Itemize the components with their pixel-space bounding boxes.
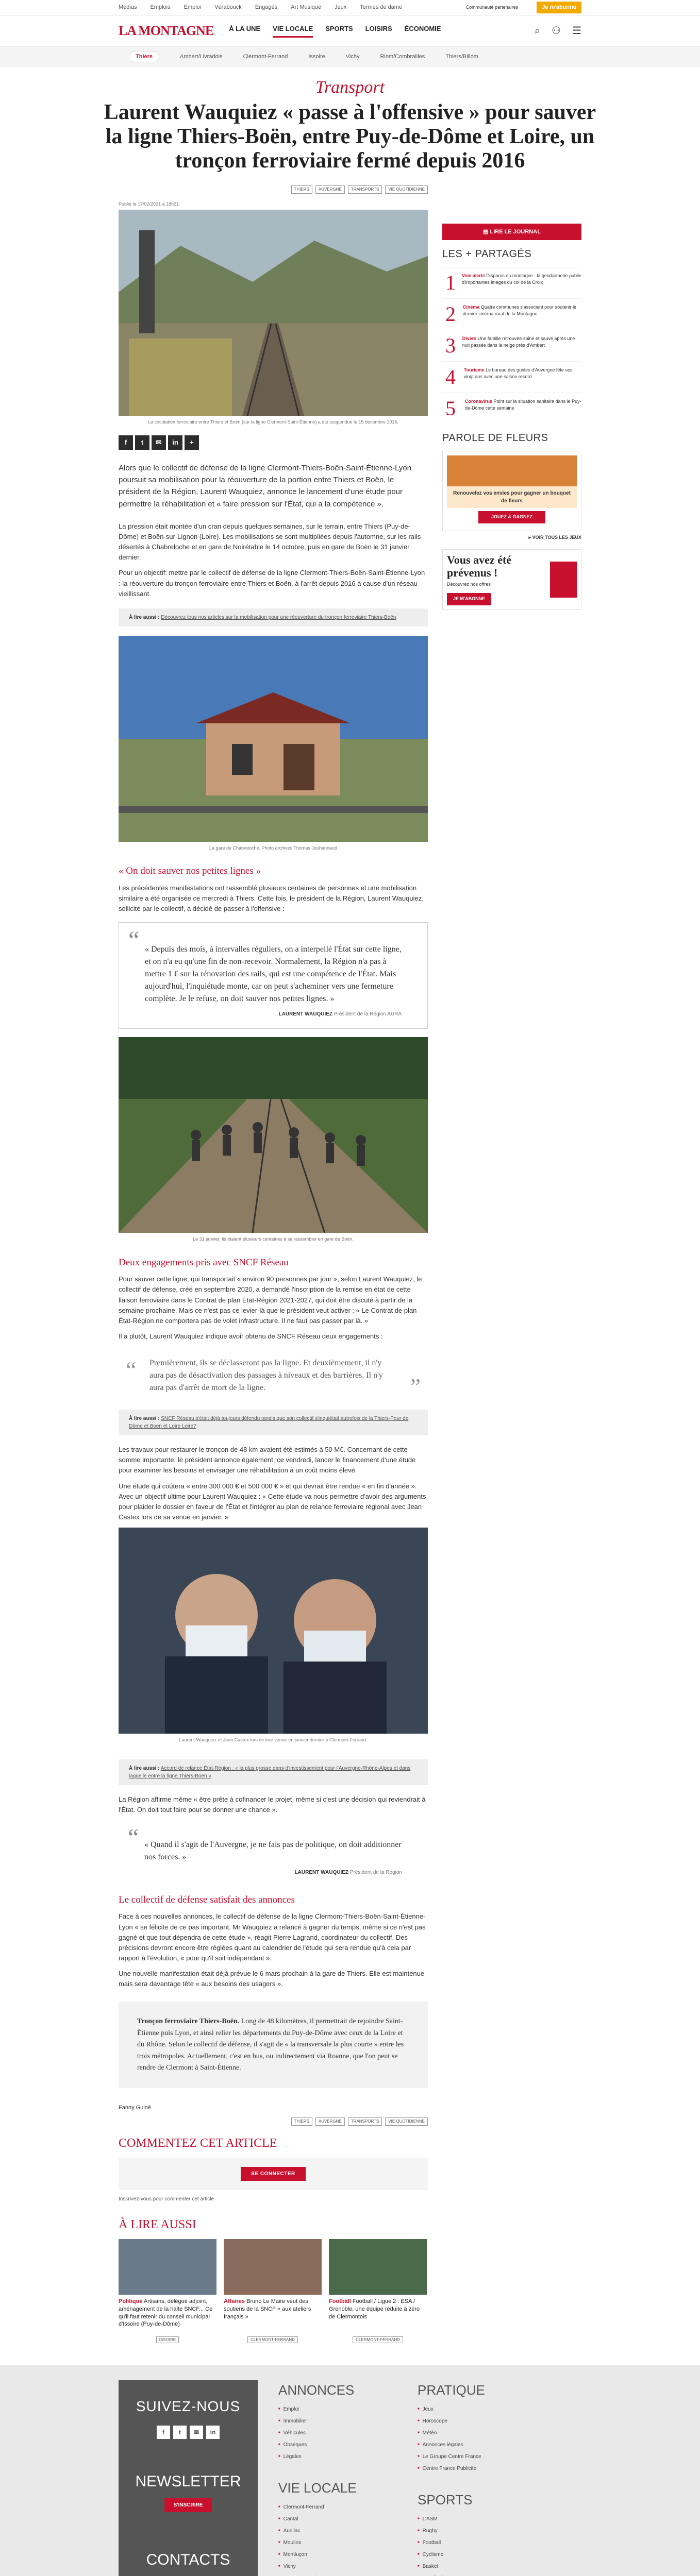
- paragraph: La pression était montée d'un cran depuis quelques semaines, sur le terrain, entre Thiers (Puy-de-Dôme) et Boën-sur-Lignon (Loire). Les mobilisations se sont multipliées depuis l'automne, sur les rails désertés à Chabreloche et en gare de Noirétable le 14 octobre, puis en gare de Boën le 31 janvier dernier.: [119, 522, 421, 562]
- item-category: Tourisme: [463, 367, 485, 373]
- topnav-link-7[interactable]: Termes de dame: [360, 4, 403, 11]
- item-category: Coronavirus: [465, 399, 493, 404]
- nav-economie[interactable]: ÉCONOMIE: [404, 25, 441, 33]
- nav-a-la-une[interactable]: À LA UNE: [229, 25, 261, 33]
- vie-locale-title: VIE LOCALE: [278, 2480, 357, 2496]
- nav-sports[interactable]: SPORTS: [325, 25, 353, 33]
- card-title: Artisans, délégué adjoint, aménagement de la halte SNCF... Ce qu'il faut retenir du conseil municipal d'Issoire (Puy-de-Dôme): [119, 2298, 213, 2328]
- footer-link[interactable]: ■ Cantal: [278, 2513, 397, 2525]
- flowers-promo-text: Renouvelez vos envies pour gagner un bouquet de fleurs: [447, 486, 577, 508]
- quote-text: « Quand il s'agit de l'Auvergne, je ne fais pas de politique, on doit additionner nos forces. »: [144, 1840, 402, 1861]
- twitter-icon[interactable]: t: [173, 2426, 187, 2439]
- article-header: [0, 67, 700, 178]
- pull-quote: [119, 1352, 428, 1399]
- local-subnav: [0, 46, 700, 67]
- user-icon[interactable]: ⚇: [552, 25, 561, 37]
- item-title: Quatre communes s'associent pour soutenir le dernier cinéma rural de la Montagne: [462, 304, 577, 316]
- rank-number: 4: [445, 365, 456, 389]
- ad-subscribe-button[interactable]: JE M'ABONNE: [447, 593, 491, 605]
- tag[interactable]: VIE QUOTIDIENNE: [385, 185, 428, 194]
- item-title: Le bureau des guides d'Auvergne fête ses vingt ans avec une saison record: [463, 367, 573, 379]
- most-shared-item[interactable]: [442, 361, 581, 393]
- item-category: Divers: [462, 336, 477, 342]
- related-card[interactable]: [329, 2239, 427, 2328]
- card-image: [119, 2239, 216, 2295]
- read-also-link[interactable]: Découvrez tous nos articles sur la mobilisation pour une réouverture du tronçon ferroviaire Thiers-Boën: [161, 614, 396, 620]
- search-icon[interactable]: ⌕: [534, 25, 541, 37]
- most-shared-item[interactable]: [442, 393, 581, 424]
- tag[interactable]: AUVERGNE: [315, 185, 345, 194]
- paragraph: Une nouvelle manifestation était déjà prévue le 6 mars prochain à la gare de Thiers. Elle est maintenue mais sera davantage tête « aux besoins des usagers ».: [119, 1970, 425, 1988]
- hero-photo: [119, 210, 428, 416]
- article-main: [119, 178, 428, 2344]
- card-image: [329, 2239, 427, 2295]
- station-photo: [119, 636, 428, 842]
- share-bar: [119, 435, 428, 450]
- footer-link[interactable]: [278, 2572, 397, 2576]
- card-image: [224, 2239, 322, 2295]
- paragraph: Pour un objectif: mettre par le collectif de défense de la ligne Clermont-Thiers-Boën-Saint-Étienne-Lyon : la réouverture du tronçon ferroviaire entre Thiers et Boën, à l'arrêt depuis 2016 à cause d'un réseau vieillissant.: [119, 569, 425, 598]
- close-quote-icon: ”: [410, 1374, 421, 1400]
- mail-icon[interactable]: ✉: [190, 2426, 203, 2439]
- most-shared-title: LES + PARTAGÉS: [442, 248, 532, 260]
- newsletter-title: NEWSLETTER: [135, 2473, 241, 2490]
- read-also-box: [119, 608, 428, 626]
- content-wrap: [119, 178, 581, 2344]
- paragraph: Une étude qui coûtera « entre 300 000 € et 500 000 € » et qui devrait être rendue « en fin d'année ». Avec un objectif ultime pour Laurent Wauquiez : « Cette étude va nous permettre d'avoir des arguments pour plaider le dossier en faveur de l'État et l'intégrer au plan de relance ferroviaire régional avec Jean Castex lors de sa venue en janvier. »: [119, 1482, 426, 1521]
- read-also-box: [119, 1410, 428, 1435]
- tag[interactable]: CLERMONT-FERRAND: [353, 2336, 403, 2343]
- quote-author: [144, 1869, 402, 1876]
- follow-title: SUIVEZ-NOUS: [136, 2398, 241, 2415]
- facebook-icon[interactable]: f: [157, 2426, 170, 2439]
- paragraph: Les travaux pour restaurer le tronçon de 48 km avaient été estimés à 50 M€. Concernant de cette somme importante, le président annonce également, ce vendredi, lancer le financement d'une étude pour examiner les besoins et envisager une réhabilitation à un coût moins élevé.: [119, 1446, 416, 1475]
- open-quote-icon: “: [128, 1823, 139, 1851]
- newsletter-signup-button[interactable]: S'INSCRIRE: [164, 2498, 212, 2512]
- read-also-label: À lire aussi :: [129, 1416, 160, 1422]
- all-games-link[interactable]: ▸ VOIR TOUS LES JEUX: [528, 534, 581, 540]
- main-nav: [229, 24, 441, 38]
- read-also-box: [119, 1759, 428, 1785]
- subnav-item[interactable]: Thiers/Billom: [445, 53, 478, 60]
- twitter-icon[interactable]: t: [135, 435, 149, 450]
- ad-headline: Vous avez été prévenus !: [447, 553, 512, 579]
- newspaper-icon: ▤: [483, 228, 490, 235]
- topnav-link-3[interactable]: Vérabouck: [214, 4, 242, 11]
- article-lead: Alors que le collectif de défense de la ligne Clermont-Thiers-Boën-Saint-Étienne-Lyon poursuit sa mobilisation pour la réouverture de la portion entre Thiers et Boën, le président de la Région, Laurent Wauquiez, annonce le lancement d'une étude pour permettre la réhabilitation et « faire pression sur l'État, qui a la compétence ».: [119, 463, 412, 509]
- paragraph: Les précédentes manifestations ont rassemblé plusieurs centaines de personnes et une mobilisation similaire a été organisée ce mercredi à Thiers. Cette fois, le président de la Région, Laurent Wauquiez, sollicité par le collectif, a décidé de passer à l'offensive :: [119, 884, 424, 913]
- tag[interactable]: ISSOIRE: [156, 2336, 179, 2343]
- paragraph: Il a plutôt, Laurent Wauquiez indique avoir obtenu de SNCF Réseau deux engagements :: [119, 1332, 383, 1340]
- top-strip: [0, 0, 700, 15]
- subnav-item[interactable]: Clermont-Ferrand: [243, 53, 288, 60]
- subnav-item[interactable]: Ambert/Livradois: [180, 53, 223, 60]
- site-header: [0, 15, 700, 46]
- footer-col-middle: [278, 2380, 397, 2576]
- read-also-label: À lire aussi :: [129, 1765, 160, 1771]
- sidebar: [442, 178, 581, 2344]
- login-button[interactable]: SE CONNECTER: [241, 2167, 305, 2181]
- comment-section-title: COMMENTEZ CET ARTICLE: [119, 2136, 277, 2150]
- read-journal-button[interactable]: [442, 224, 581, 241]
- protest-photo: [119, 1037, 428, 1233]
- open-quote-icon: “: [128, 926, 140, 954]
- tag-list: [119, 2117, 428, 2126]
- quote-author-role: Président de la Région AURA: [334, 1011, 402, 1018]
- subnav-item[interactable]: Riom/Combrailles: [380, 53, 425, 60]
- menu-icon[interactable]: ☰: [572, 25, 581, 37]
- subheading: Deux engagements pris avec SNCF Réseau: [119, 1257, 289, 1268]
- sports-title: SPORTS: [418, 2492, 473, 2508]
- read-also-section-title: À LIRE AUSSI: [119, 2217, 196, 2231]
- quote-author-name: LAURENT WAUQUIEZ: [294, 1869, 349, 1875]
- most-shared-item[interactable]: [442, 298, 581, 330]
- footer-link[interactable]: ■ Jeux: [418, 2403, 536, 2415]
- rank-number: 5: [445, 397, 456, 420]
- linkedin-icon[interactable]: in: [168, 435, 182, 450]
- topnav-link-5[interactable]: Art Musique: [291, 4, 321, 11]
- nav-loisirs[interactable]: LOISIRS: [365, 25, 392, 33]
- flowers-banner: [447, 455, 577, 486]
- ad-visual: [550, 562, 577, 598]
- station-photo-illustration: [119, 636, 428, 842]
- card-category: Affaires: [224, 2298, 245, 2304]
- paragraph: Pour sauver cette ligne, qui transportait « environ 90 personnes par jour », selon Laurent Wauquiez, le collectif de défense, créé en septembre 2020, a demandé l'inscription de la remise en état de cette liaison ferroviaire dans le Contrat de plan État-Région 2021-2027, qui doit être discuté à partir de la semaine prochaine. Mais ce n'est pas ce levier-là que le président veut activer : « Le Contrat de plan État-Région ne comportera pas de volet infrastructure. Il ne faut pas passer par là. »: [119, 1275, 422, 1325]
- mail-icon[interactable]: ✉: [152, 435, 166, 450]
- subscribe-button[interactable]: Je m'abonne: [537, 2, 581, 13]
- quote-author-name: LAURENT WAUQUIEZ: [278, 1011, 333, 1018]
- most-shared-item[interactable]: [442, 267, 581, 298]
- footer-link[interactable]: ■ Le Groupe Centre France: [418, 2451, 536, 2463]
- topnav-link-1[interactable]: Emplois: [150, 4, 171, 11]
- card-category: Politique: [119, 2298, 143, 2304]
- related-cards: [119, 2239, 428, 2328]
- paragraph: Face à ces nouvelles annonces, le collectif de défense de la ligne Clermont-Thiers-Boën-Saint-Étienne-Lyon « se félicite de ce pas important. Mr Wauquiez a relancé à gagner du temps, même si ce n'est pas gagné et que tout dépendra de cette étude », réagit Pierre Lagrand, coordinateur du collectif. Des précisions devront encore être réglées quant au calendrier de l'étude qui sera rendue qu'à cela par rapport à l'évolution, « pour qu'il soit indépendant ».: [119, 1912, 426, 1962]
- rank-number: 2: [445, 302, 456, 326]
- hero-photo-illustration: [119, 210, 428, 416]
- tag[interactable]: VIE QUOTIDIENNE: [385, 2117, 428, 2126]
- info-box-title: Tronçon ferroviaire Thiers-Boën.: [137, 2018, 240, 2026]
- tag[interactable]: CLERMONT-FERRAND: [247, 2336, 298, 2343]
- footer-link[interactable]: [418, 2572, 536, 2576]
- rank-number: 3: [445, 334, 456, 358]
- info-box-text: Long de 48 kilomètres, il permettrait de rejoindre Saint-Étienne puis Lyon, et ainsi relier les départements du Puy-de-Dôme avec ceux de la Loire et du Rhône. Selon le collectif de défense, il s'agit de « la transversale la plus courte » entre les trois métropoles. Actuellement, c'est en bus, ou indirectement via Roanne, que l'on peut se rendre de Clermont à Saint-Étienne.: [137, 2018, 404, 2072]
- header-icons: [535, 23, 581, 39]
- quote-author: [145, 1010, 402, 1018]
- footer-link[interactable]: ■ Basket: [418, 2561, 536, 2572]
- card-title: Bruno Le Maire veut des soutiens de la SNCF « aux ateliers français »: [224, 2298, 311, 2320]
- footer-link[interactable]: ■ Montluçon: [278, 2549, 397, 2561]
- contacts-title: CONTACTS: [146, 2551, 230, 2569]
- footer-link[interactable]: ■ Clermont-Ferrand: [278, 2501, 397, 2513]
- article-author: Fanny Guiné: [119, 2105, 151, 2111]
- flowers-game-ad[interactable]: [442, 451, 581, 531]
- tag[interactable]: AUVERGNE: [315, 2117, 345, 2126]
- footer-col-right: [418, 2380, 536, 2576]
- play-win-button[interactable]: JOUEZ & GAGNEZ: [478, 511, 545, 523]
- subnav-item[interactable]: Issoire: [308, 53, 325, 60]
- footer-link[interactable]: ■ Véhicules: [278, 2427, 397, 2439]
- tag[interactable]: THIERS: [291, 2117, 312, 2126]
- footer-link[interactable]: ■ Rugby: [418, 2525, 536, 2537]
- photo-caption: La circulation ferroviaire entre Thiers et Boën (sur la ligne Clermont-Saint-Étienne) a été suspendue le 15 décembre 2016.: [147, 419, 399, 425]
- footer-follow-panel: [119, 2380, 258, 2576]
- footer-link[interactable]: ■ Horoscope: [418, 2415, 536, 2427]
- photo-caption: Laurent Wauquiez et Jean Castex lors de leur venue en janvier dernier à Clermont-Ferrand.: [179, 1737, 368, 1743]
- item-title: Disparus en montagne : la gendarmerie publie d'importantes images du col de la Croix: [461, 273, 581, 285]
- info-box: [119, 2002, 428, 2088]
- tag-list: [119, 185, 428, 194]
- annonces-title: ANNONCES: [278, 2382, 355, 2398]
- item-category: Voie alerte: [461, 273, 485, 279]
- footer-link[interactable]: ■ Légales: [278, 2451, 397, 2463]
- subheading: « On doit sauver nos petites lignes »: [119, 866, 261, 877]
- footer-link[interactable]: ■ Obsèques: [278, 2439, 397, 2451]
- site-logo[interactable]: LA MONTAGNE: [119, 23, 214, 38]
- footer-link[interactable]: ■ Aurillac: [278, 2525, 397, 2537]
- most-shared-item[interactable]: [442, 330, 581, 361]
- subnav-pill-thiers[interactable]: Thiers: [129, 51, 159, 63]
- facebook-icon[interactable]: f: [119, 435, 133, 450]
- footer-link[interactable]: ■ Annonces légales: [418, 2439, 536, 2451]
- footer-socials: [131, 2426, 245, 2439]
- footer-link[interactable]: ■ Football: [418, 2537, 536, 2549]
- tag[interactable]: THIERS: [291, 185, 312, 194]
- quote-author-role: Président de la Région: [349, 1869, 402, 1875]
- open-quote-icon: “: [126, 1357, 137, 1383]
- article-title: Laurent Wauquiez « passe à l'offensive » pour sauver la ligne Thiers-Boën, entre Puy-de-Dôme et Loire, un tronçon ferroviaire fermé depuis 2016: [104, 100, 596, 173]
- pratique-title: PRATIQUE: [418, 2382, 485, 2398]
- quote-text: « Depuis des mois, à intervalles réguliers, on a interpellé l'État sur cette ligne, et on n'a eu qu'une fin de non-recevoir. Normalement, la Région n'a pas à mettre 1 € sur la rénovation des rails, qui est une compétence de l'État. Mais aujourd'hui, l'inquiétude monte, car on peut s'acheminer vers une fermeture complète. Je le refuse, on doit sauver nos petites lignes. »: [145, 945, 402, 1004]
- publish-date: Publié le 17/02/2021 à 18h21: [119, 201, 179, 207]
- footer-link[interactable]: ■ Immobilier: [278, 2415, 397, 2427]
- ad-subtext: Découvrez nos offres: [447, 581, 491, 587]
- more-share-icon[interactable]: +: [185, 435, 199, 450]
- related-card[interactable]: [224, 2239, 322, 2328]
- item-title: Point sur la situation sanitaire dans le Puy-de-Dôme cette semaine: [465, 399, 581, 411]
- quote-box: [119, 1823, 428, 1885]
- photo-caption: La gare de Chabreloche. Photo archives Thomas Jouhannaud: [209, 845, 337, 851]
- rank-number: 1: [445, 271, 456, 295]
- subheading: Le collectif de défense satisfait des annonces: [119, 1894, 295, 1905]
- photo-caption: Le 31 janvier, ils étaient plusieurs centaines à se rassembler en gare de Boën.: [193, 1236, 354, 1242]
- footer-link[interactable]: ■ Centre France Publicité: [418, 2463, 536, 2475]
- subnav-item[interactable]: Vichy: [345, 53, 360, 60]
- topnav-link-0[interactable]: Médias: [119, 4, 137, 11]
- politicians-photo: [119, 1528, 428, 1734]
- nav-vie-locale[interactable]: VIE LOCALE: [273, 24, 313, 38]
- flowers-title: PAROLE DE FLEURS: [442, 432, 548, 444]
- topnav-link-4[interactable]: Engagés: [255, 4, 278, 11]
- topnav-link-2[interactable]: Emploi: [184, 4, 202, 11]
- item-title: Une famille retrouvée saine et sauve après une nuit passée dans la neige près d'Ambert: [462, 336, 575, 348]
- subscription-ad[interactable]: [442, 549, 581, 609]
- quote-box: [119, 922, 428, 1029]
- card-category: Football: [329, 2298, 351, 2304]
- site-footer: [0, 2365, 700, 2576]
- footer-link[interactable]: ■ Moulins: [278, 2537, 397, 2549]
- comment-box: [119, 2158, 428, 2190]
- footer-link[interactable]: ■ Cyclisme: [418, 2549, 536, 2561]
- politicians-photo-illustration: [119, 1528, 428, 1734]
- footer-link[interactable]: ■ Météo: [418, 2427, 536, 2439]
- item-category: Cinéma: [462, 304, 480, 310]
- protest-photo-illustration: [119, 1037, 428, 1233]
- tag[interactable]: TRANSPORTS: [348, 185, 382, 194]
- partners-label[interactable]: Communauté partenaires: [465, 4, 519, 10]
- related-card[interactable]: [119, 2239, 216, 2328]
- paragraph: La Région affirme même « être prête à cofinancer le projet, même si c'est une décision qui reviendrait à l'État. On doit tout faire pour se donner une chance ».: [119, 1795, 426, 1814]
- read-journal-label: LIRE LE JOURNAL: [490, 228, 541, 235]
- topnav-link-6[interactable]: Jeux: [334, 4, 347, 11]
- card-title: Football / Ligue 2 : ESA / Grenoble, une équipe réduite à zéro de Clermontois: [329, 2298, 420, 2320]
- footer-link[interactable]: ■ Emploi: [278, 2403, 397, 2415]
- linkedin-icon[interactable]: in: [206, 2426, 220, 2439]
- pull-quote-text: Premièrement, ils se déclasseront pas la ligne. Et deuxièmement, il n'y aura pas de désactivation des passages à niveaux et des barrières. Il n'y aura pas d'arrêt de mort de la ligne.: [149, 1359, 383, 1393]
- footer-link[interactable]: ■ Vichy: [278, 2561, 397, 2572]
- tag[interactable]: TRANSPORTS: [348, 2117, 382, 2126]
- card-tags: [119, 2333, 428, 2344]
- article-kicker: Transport: [315, 78, 385, 97]
- read-also-label: À lire aussi :: [129, 614, 160, 620]
- read-also-link[interactable]: SNCF Réseau s'était déjà toujours défendu tandis que son collectif s'inquiétait autrefois de la Thiers-Pour de Dôme et Boën et Loire Loire?: [129, 1416, 409, 1430]
- read-also-link[interactable]: Accord de relance État-Région : « la plus grosse dans d'investissement pour l'Auvergne-Rhône-Alpes et dans laquelle entre la ligne Thiers-Boën »: [129, 1765, 411, 1779]
- footer-link[interactable]: ■ L'ASM: [418, 2513, 536, 2525]
- signup-link[interactable]: Inscrivez-vous pour commenter cet article: [119, 2196, 214, 2202]
